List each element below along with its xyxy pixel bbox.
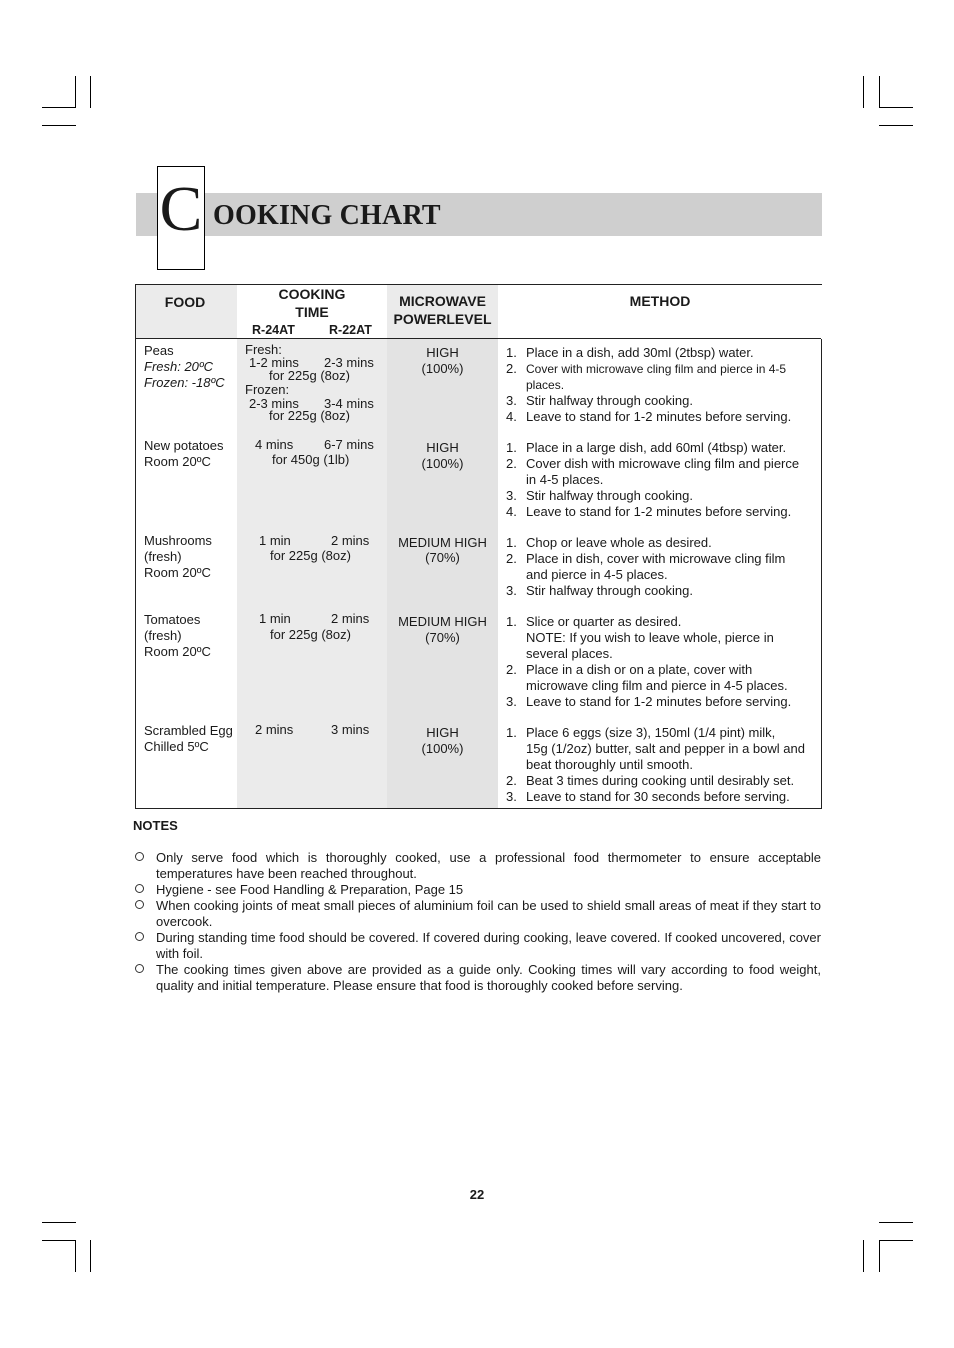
- page-title: OOKING CHART: [213, 200, 441, 231]
- method-step: 2. Cover dish with microwave cling film and pierce in 4-5 places.: [506, 456, 800, 487]
- food-temp: Room 20ºC: [144, 565, 211, 580]
- power-level: HIGH: [426, 440, 459, 455]
- time-r22at: 3-4 mins: [324, 396, 374, 411]
- page-number: 22: [469, 1187, 485, 1202]
- cooking-chart-table: [135, 284, 822, 809]
- food-note: (fresh): [144, 628, 182, 643]
- time-weight: for 225g (8oz): [270, 627, 351, 642]
- food-name: Tomatoes: [144, 612, 201, 627]
- method-step: 4. Leave to stand for 1-2 minutes before serving.: [506, 409, 792, 424]
- time-r22at: 6-7 mins: [324, 437, 374, 452]
- time-r24at: 2-3 mins: [249, 396, 299, 411]
- method-list: [506, 535, 818, 599]
- method-list: [506, 614, 818, 710]
- food-name: Scrambled Egg: [144, 723, 233, 738]
- power-level: HIGH: [426, 725, 459, 740]
- method-step: 4. Leave to stand for 1-2 minutes before serving.: [506, 504, 792, 519]
- circle-bullet-icon: [135, 932, 144, 941]
- header-cooking-time-2: TIME: [295, 304, 329, 320]
- method-step: 3. Stir halfway through cooking.: [506, 393, 693, 408]
- food-note: (fresh): [144, 549, 182, 564]
- method-list: [506, 725, 818, 805]
- notes-title: NOTES: [133, 818, 178, 833]
- circle-bullet-icon: [135, 884, 144, 893]
- method-step: 2. Place in dish, cover with microwave cling film and pierce in 4-5 places.: [506, 551, 786, 582]
- power-level: MEDIUM HIGH: [398, 614, 487, 629]
- method-step: 3. Leave to stand for 1-2 minutes before serving.: [506, 694, 792, 709]
- method-step: 1. Place in a dish, add 30ml (2tbsp) water.: [506, 345, 754, 360]
- method-step: 1. Chop or leave whole as desired.: [506, 535, 712, 550]
- header-model-r24at: R-24AT: [252, 323, 295, 337]
- food-name: Peas: [144, 343, 174, 358]
- method-step: 2. Cover with microwave cling film and pierce in 4-5 places.: [506, 361, 787, 392]
- power-percent: (70%): [425, 550, 460, 565]
- method-list: [506, 345, 818, 425]
- method-step: 3. Stir halfway through cooking.: [506, 583, 693, 598]
- time-weight: for 225g (8oz): [269, 408, 350, 423]
- header-power: MICROWAVE: [399, 293, 486, 309]
- note-item: During standing time food should be covered. If covered during cooking, leave covered. If cooked uncovered, cover with foil.: [135, 930, 821, 962]
- method-step: 2. Beat 3 times during cooking until desirably set.: [506, 773, 795, 788]
- time-r24at: 1-2 mins: [249, 355, 299, 370]
- time-r24at: 2 mins: [255, 722, 294, 737]
- circle-bullet-icon: [135, 964, 144, 973]
- power-level: MEDIUM HIGH: [398, 535, 487, 550]
- header-model-r22at: R-22AT: [329, 323, 372, 337]
- time-r22at: 2 mins: [331, 533, 370, 548]
- power-percent: (100%): [421, 361, 464, 376]
- food-temp: Room 20ºC: [144, 644, 211, 659]
- circle-bullet-icon: [135, 852, 144, 861]
- circle-bullet-icon: [135, 900, 144, 909]
- note-item: When cooking joints of meat small pieces of aluminium foil can be used to shield small areas of meat if they start to overcook.: [135, 898, 821, 930]
- time-r24at: 1 min: [259, 611, 291, 626]
- note-item: The cooking times given above are provided as a guide only. Cooking times will vary according to food weight, quality and initial temperature. Please ensure that food is thoroughly cooked before serving.: [135, 962, 821, 994]
- header-cooking-time: COOKING: [278, 286, 346, 302]
- time-r22at: 3 mins: [331, 722, 370, 737]
- time-r24at: 1 min: [259, 533, 291, 548]
- power-percent: (100%): [421, 741, 464, 756]
- food-temp: Room 20ºC: [144, 454, 211, 469]
- time-weight: for 225g (8oz): [270, 548, 351, 563]
- method-step: 2. Place in a dish or on a plate, cover with microwave cling film and pierce in 4-5 places.: [506, 662, 788, 693]
- time-r22at: 2-3 mins: [324, 355, 374, 370]
- method-step: 1. Place 6 eggs (size 3), 150ml (1/4 pint) milk, 15g (1/2oz) butter, salt and pepper in a bowl and beat thoroughly until smooth.: [506, 725, 805, 772]
- title-initial: C: [159, 173, 203, 244]
- note-item: Hygiene - see Food Handling & Preparation, Page 15: [135, 882, 821, 898]
- header-method: METHOD: [629, 293, 691, 309]
- food-temp: Frozen: -18ºC: [144, 375, 225, 390]
- method-step: 3. Leave to stand for 30 seconds before serving.: [506, 789, 790, 804]
- method-step: 3. Stir halfway through cooking.: [506, 488, 693, 503]
- method-step: 1. Place in a large dish, add 60ml (4tbsp) water.: [506, 440, 787, 455]
- note-item: Only serve food which is thoroughly cooked, use a professional food thermometer to ensure acceptable temperatures have been reached throughout.: [135, 850, 821, 882]
- power-percent: (70%): [425, 630, 460, 645]
- power-level: HIGH: [426, 345, 459, 360]
- title-initial-box: [157, 166, 205, 270]
- food-temp: Chilled 5ºC: [144, 739, 209, 754]
- power-percent: (100%): [421, 456, 464, 471]
- time-r22at: 2 mins: [331, 611, 370, 626]
- method-step: 1. Slice or quarter as desired.: [506, 614, 682, 629]
- method-list: [506, 440, 818, 520]
- header-divider: [136, 338, 821, 339]
- time-label: Fresh:: [245, 342, 282, 357]
- time-label: Frozen:: [245, 382, 290, 397]
- food-temp: Fresh: 20ºC: [144, 359, 214, 374]
- time-r24at: 4 mins: [255, 437, 294, 452]
- method-note: NOTE: If you wish to leave whole, pierce in several places.: [526, 630, 774, 661]
- food-name: Mushrooms: [144, 533, 212, 548]
- food-name: New potatoes: [144, 438, 224, 453]
- header-food: FOOD: [164, 294, 206, 310]
- time-weight: for 225g (8oz): [269, 368, 350, 383]
- time-weight: for 450g (1lb): [272, 452, 350, 467]
- header-power-2: POWERLEVEL: [393, 311, 492, 327]
- notes-list: [135, 850, 821, 994]
